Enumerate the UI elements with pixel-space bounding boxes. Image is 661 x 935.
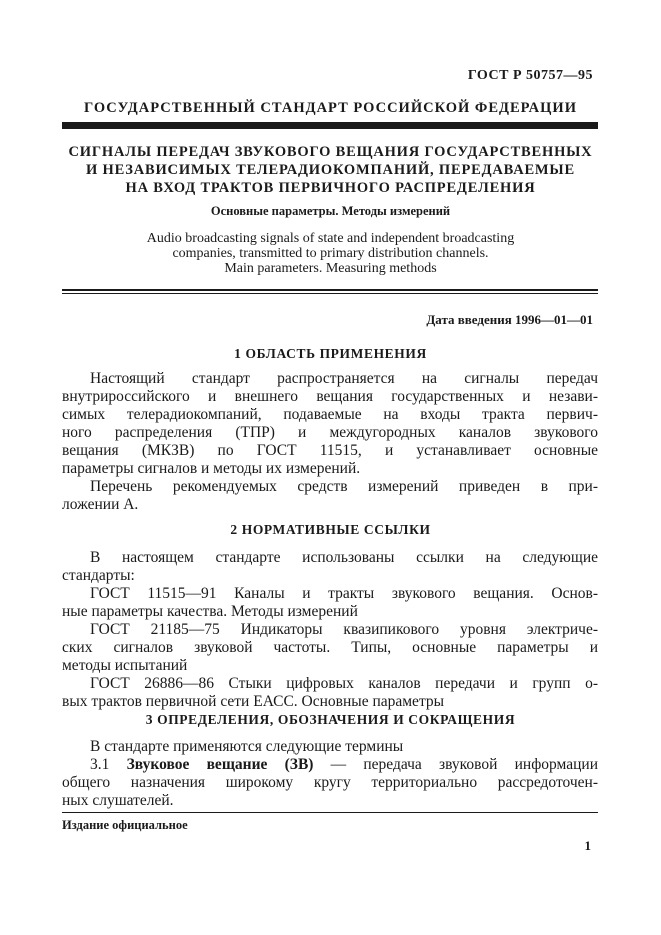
section-1-paragraph-1 [62,370,598,478]
section-3-term-3-1 [62,756,598,810]
russian-title-line: И НЕЗАВИСИМЫХ ТЕЛЕРАДИОКОМПАНИЙ, ПЕРЕДАВАЕМЫЕ [86,162,575,178]
section-2-reference-2 [62,621,598,675]
text-line [62,756,598,774]
english-title-line: Main parameters. Measuring methods [224,261,437,276]
text-line: В стандарте применяются следующие термины [90,738,404,755]
footer-rule [62,812,598,813]
text-line: Настоящий стандарт распространяется на сигналы передач [90,370,598,387]
top-thick-rule [62,122,598,129]
text-line: симых телерадиокомпаний, подаваемые на входы тракта первич- [62,406,598,423]
text-line: ложении А. [62,496,139,513]
term-name: Звуковое вещание (ЗВ) [126,756,314,773]
official-edition-label: Издание официальное [62,818,188,832]
russian-title-line: СИГНАЛЫ ПЕРЕДАЧ ЗВУКОВОГО ВЕЩАНИЯ ГОСУДАРСТВЕННЫХ [68,144,593,160]
state-standard-title: ГОСУДАРСТВЕННЫЙ СТАНДАРТ РОССИЙСКОЙ ФЕДЕРАЦИИ [83,100,577,116]
section-2-paragraph-1 [62,549,598,585]
text-line: общего назначения широкому кругу территориально рассредоточен- [62,774,598,791]
term-definition: — передача звуковой информации [313,756,598,773]
text-line: ГОСТ 21185—75 Индикаторы квазипикового уровня электриче- [90,621,598,638]
text-line: внутрироссийского и внешнего вещания государственных и незави- [62,388,598,405]
section-3-paragraph-1 [62,738,598,756]
title-bottom-rule [62,289,598,291]
text-line: ских сигналов звуковой частоты. Типы, основные параметры и [62,639,598,656]
section-2-reference-1 [62,585,598,621]
introduction-date: Дата введения 1996—01—01 [426,312,593,327]
english-title [0,231,661,276]
text-line: В настоящем стандарте использованы ссылки на следующие [90,549,598,566]
section-2-reference-3 [62,675,598,711]
text-line: вых трактов первичной сети ЕАСС. Основные параметры [62,693,445,710]
gost-code: ГОСТ Р 50757—95 [467,68,593,83]
russian-title [0,143,661,197]
text-line: Перечень рекомендуемых средств измерений приведен в при- [90,478,598,495]
text-line: ГОСТ 26886—86 Стыки цифровых каналов передачи и групп о- [90,675,598,692]
russian-title-line: НА ВХОД ТРАКТОВ ПЕРВИЧНОГО РАСПРЕДЕЛЕНИЯ [125,180,536,196]
text-line: вещания (МКЗВ) по ГОСТ 11515, и устанавливает основные [62,442,598,459]
english-title-line: Audio broadcasting signals of state and independent broadcasting [146,231,515,246]
text-line: стандарты: [62,567,135,584]
text-line: параметры сигналов и методы их измерений. [62,460,361,477]
text-line: ного распределения (ТПР) и междугородных каналов звукового [62,424,598,441]
text-line: ных слушателей. [62,792,174,809]
section-3-heading: 3 ОПРЕДЕЛЕНИЯ, ОБОЗНАЧЕНИЯ И СОКРАЩЕНИЯ [145,712,516,727]
section-2-heading: 2 НОРМАТИВНЫЕ ССЫЛКИ [230,522,431,537]
term-number: 3.1 [90,756,110,773]
section-1-paragraph-2 [62,478,598,514]
text-line: ГОСТ 11515—91 Каналы и тракты звукового вещания. Основ- [90,585,598,602]
text-line: ные параметры качества. Методы измерений [62,603,358,620]
russian-subtitle: Основные параметры. Методы измерений [210,204,451,218]
title-bottom-rule-thin [62,293,598,294]
section-1-heading: 1 ОБЛАСТЬ ПРИМЕНЕНИЯ [234,346,427,361]
english-title-line: companies, transmitted to primary distribution channels. [172,246,489,261]
page-number: 1 [584,838,591,853]
text-line: методы испытаний [62,657,188,674]
